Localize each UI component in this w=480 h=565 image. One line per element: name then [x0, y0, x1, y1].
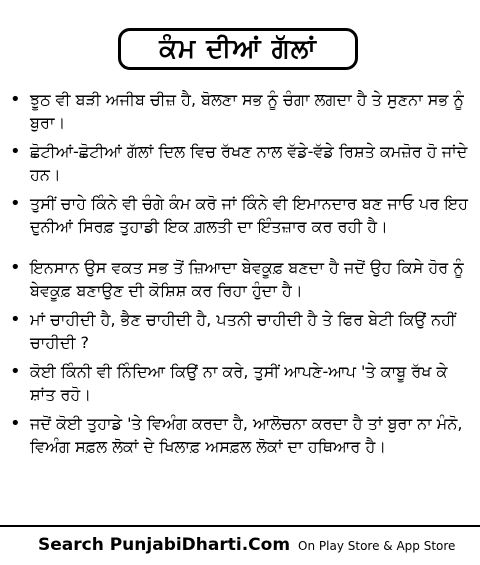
page-title: ਕੰਮ ਦੀਆਂ ਗੱਲਾਂ [118, 28, 358, 70]
bullet: • [10, 361, 21, 382]
quote-text: ਤੁਸੀਂ ਚਾਹੇ ਕਿੰਨੇ ਵੀ ਚੰਗੇ ਕੰਮ ਕਰੋ ਜਾਂ ਕਿੰਨੇ ਵੀ ਇਮਾਨਦਾਰ ਬਣ ਜਾਓ ਪਰ ਇਹ ਦੁਨੀਆਂ ਸਿਰਫ਼ ਤੁਹਾਡੀ ਇਕ ਗ਼ਲਤੀ ਦਾ ਇੰਤਜ਼ਾਰ ਕਰ ਰਹੀ ਹੈ। [30, 194, 469, 236]
list-item [10, 140, 472, 186]
footer-store-note: On Play Store & App Store [298, 539, 456, 553]
bullet: • [10, 193, 21, 214]
bullet: • [10, 413, 21, 434]
footer-site: Search PunjabiDharti.Com [38, 535, 291, 555]
footer-divider [0, 525, 480, 527]
quote-text: ਮਾਂ ਚਾਹੀਦੀ ਹੈ, ਭੈਣ ਚਾਹੀਦੀ ਹੈ, ਪਤਨੀ ਚਾਹੀਦੀ ਹੈ ਤੇ ਫਿਰ ਬੇਟੀ ਕਿਉਂ ਨਹੀਂ ਚਾਹੀਦੀ ? [30, 310, 456, 352]
quote-text: ਕੋਈ ਕਿੰਨੀ ਵੀ ਨਿੰਦਿਆ ਕਿਉਂ ਨਾ ਕਰੇ, ਤੁਸੀਂ ਆਪਣੇ-ਆਪ 'ਤੇ ਕਾਬੂ ਰੱਖ ਕੇ ਸ਼ਾਂਤ ਰਹੋ। [30, 362, 448, 404]
quote-text: ਝੂਠ ਵੀ ਬੜੀ ਅਜੀਬ ਚੀਜ਼ ਹੈ, ਬੋਲਣਾ ਸਭ ਨੂੰ ਚੰਗਾ ਲਗਦਾ ਹੈ ਤੇ ਸੁਣਨਾ ਸਭ ਨੂੰ ਬੁਰਾ। [30, 90, 464, 132]
list-item [10, 88, 472, 134]
bullet: • [10, 141, 21, 162]
quote-text: ਜਦੋਂ ਕੋਈ ਤੁਹਾਡੇ 'ਤੇ ਵਿਅੰਗ ਕਰਦਾ ਹੈ, ਆਲੋਚਨਾ ਕਰਦਾ ਹੈ ਤਾਂ ਬੁਰਾ ਨਾ ਮੰਨੋ, ਵਿਅੰਗ ਸਫ਼ਲ ਲੋਕਾਂ ਦੇ ਖਿਲਾਫ਼ ਅਸਫ਼ਲ ਲੋਕਾਂ ਦਾ ਹਥਿਆਰ ਹੈ। [30, 414, 463, 456]
list-item [10, 192, 472, 238]
quote-list [10, 88, 472, 458]
bullet: • [10, 257, 21, 278]
quote-text: ਇਨਸਾਨ ਉਸ ਵਕਤ ਸਭ ਤੋਂ ਜ਼ਿਆਦਾ ਬੇਵਕੂਫ਼ ਬਣਦਾ ਹੈ ਜਦੋਂ ਉਹ ਕਿਸੇ ਹੋਰ ਨੂੰ ਬੇਵਕੂਫ਼ ਬਣਾਉਣ ਦੀ ਕੋਸ਼ਿਸ਼ ਕਰ ਰਿਹਾ ਹੁੰਦਾ ਹੈ। [30, 258, 464, 300]
footer [38, 535, 455, 555]
list-item [10, 256, 472, 302]
bullet: • [10, 89, 21, 110]
list-item [10, 308, 472, 354]
bullet: • [10, 309, 21, 330]
list-item [10, 360, 472, 406]
quote-text: ਛੋਟੀਆਂ-ਛੋਟੀਆਂ ਗੱਲਾਂ ਦਿਲ ਵਿਚ ਰੱਖਣ ਨਾਲ ਵੱਡੇ-ਵੱਡੇ ਰਿਸ਼ਤੇ ਕਮਜ਼ੋਰ ਹੋ ਜਾਂਦੇ ਹਨ। [30, 142, 468, 184]
list-item [10, 412, 472, 458]
